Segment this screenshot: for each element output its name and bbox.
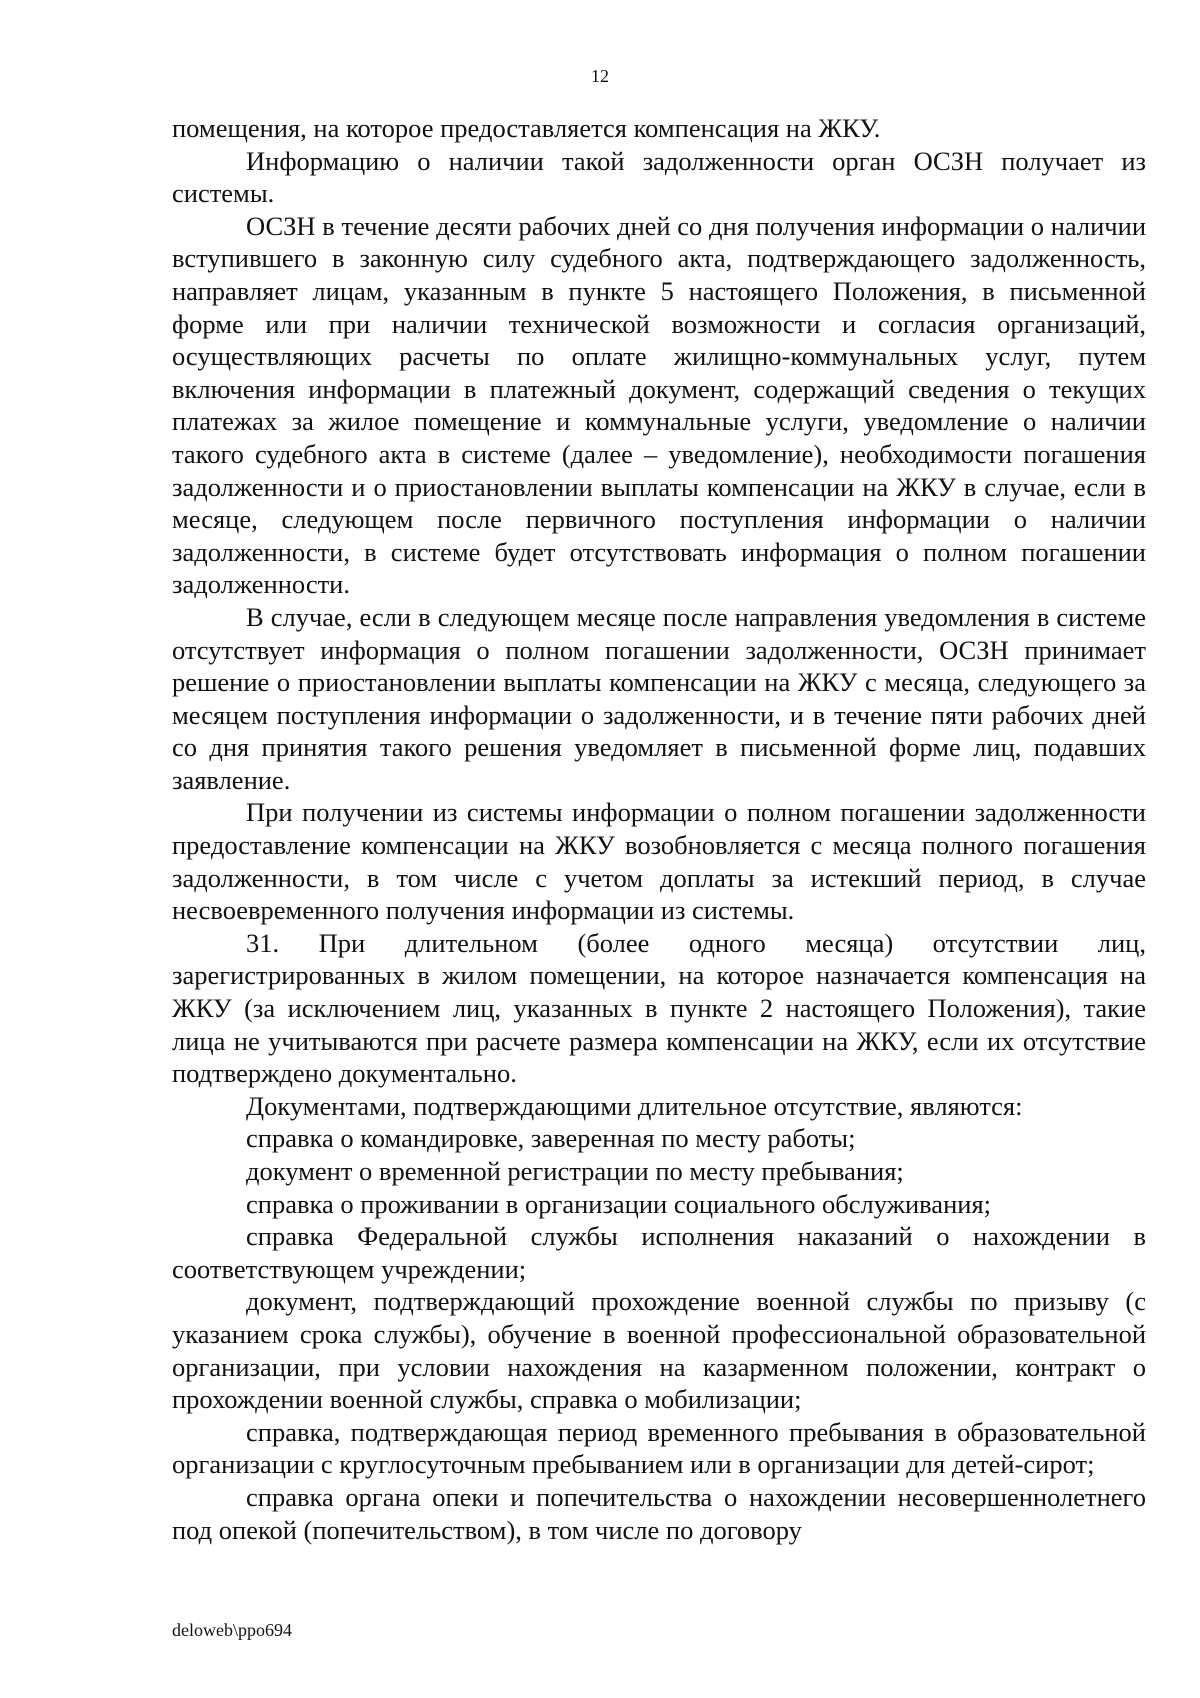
paragraph: Документами, подтверждающими длительное отсутствие, являются: (246, 1090, 1023, 1121)
document-body (172, 112, 1146, 1546)
list-item: справка Федеральной службы исполнения наказаний о нахождении в соответствующем учреждении; (172, 1221, 1146, 1284)
list-item: документ, подтверждающий прохождение военной службы по призыву (с указанием срока службы), обучение в военной профессиональной образовательной организации, при условии нахождения на казарменном положении, контракт о прохождении военной службы, справка о мобилизации; (172, 1286, 1146, 1415)
paragraph: В случае, если в следующем месяце после направления уведомления в системе отсутствует информация о полном погашении задолженности, ОСЗН принимает решение о приостановлении выплаты компенсации на ЖКУ с месяца, следующего за месяцем поступления информации о задолженности, и в течение пяти рабочих дней со дня принятия такого решения уведомляет в письменной форме лиц, подавших заявление. (172, 601, 1146, 795)
page-number: 12 (591, 66, 609, 86)
list-item: документ о временной регистрации по месту пребывания; (246, 1156, 904, 1186)
paragraph: ОСЗН в течение десяти рабочих дней со дня получения информации о наличии вступившего в законную силу судебного акта, подтверждающего задолженность, направляет лицам, указанным в пункте 5 настоящего Положения, в письменной форме или при наличии технической возможности и согласия организаций, осуществляющих расчеты по оплате жилищно-коммунальных услуг, путем включения информации в платежный документ, содержащий сведения о текущих платежах за жилое помещение и коммунальные услуги, уведомление о наличии такого судебного акта в системе (далее – уведомление), необходимости погашения задолженности и о приостановлении выплаты компенсации на ЖКУ в случае, если в месяце, следующем после первичного поступления информации о наличии задолженности, в системе будет отсутствовать информация о полном погашении задолженности. (172, 210, 1146, 600)
paragraph-continuation: помещения, на которое предоставляется компенсация на ЖКУ. (172, 113, 881, 143)
paragraph: Информацию о наличии такой задолженности орган ОСЗН получает из системы. (172, 145, 1146, 209)
list-item: справка органа опеки и попечительства о нахождении несовершеннолетнего под опекой (попечительством), в том числе по договору (172, 1481, 1146, 1545)
list-item: справка о командировке, заверенная по месту работы; (246, 1123, 856, 1154)
list-item: справка, подтверждающая период временного пребывания в образовательной организации с круглосуточным пребыванием или в организации для детей-сирот; (172, 1416, 1146, 1480)
paragraph-item-31: 31. При длительном (более одного месяца) отсутствии лиц, зарегистрированных в жилом помещении, на которое назначается компенсация на ЖКУ (за исключением лиц, указанных в пункте 2 настоящего Положения), такие лица не учитываются при расчете размера компенсации на ЖКУ, если их отсутствие подтверждено документально. (172, 927, 1146, 1089)
paragraph: При получении из системы информации о полном погашении задолженности предоставление компенсации на ЖКУ возобновляется с месяца полного погашения задолженности, в том числе с учетом доплаты за истекший период, в случае несвоевременного получения информации из системы. (172, 797, 1146, 926)
footer-file-path: deloweb\ppo694 (172, 1620, 292, 1640)
list-item: справка о проживании в организации социального обслуживания; (246, 1188, 991, 1219)
